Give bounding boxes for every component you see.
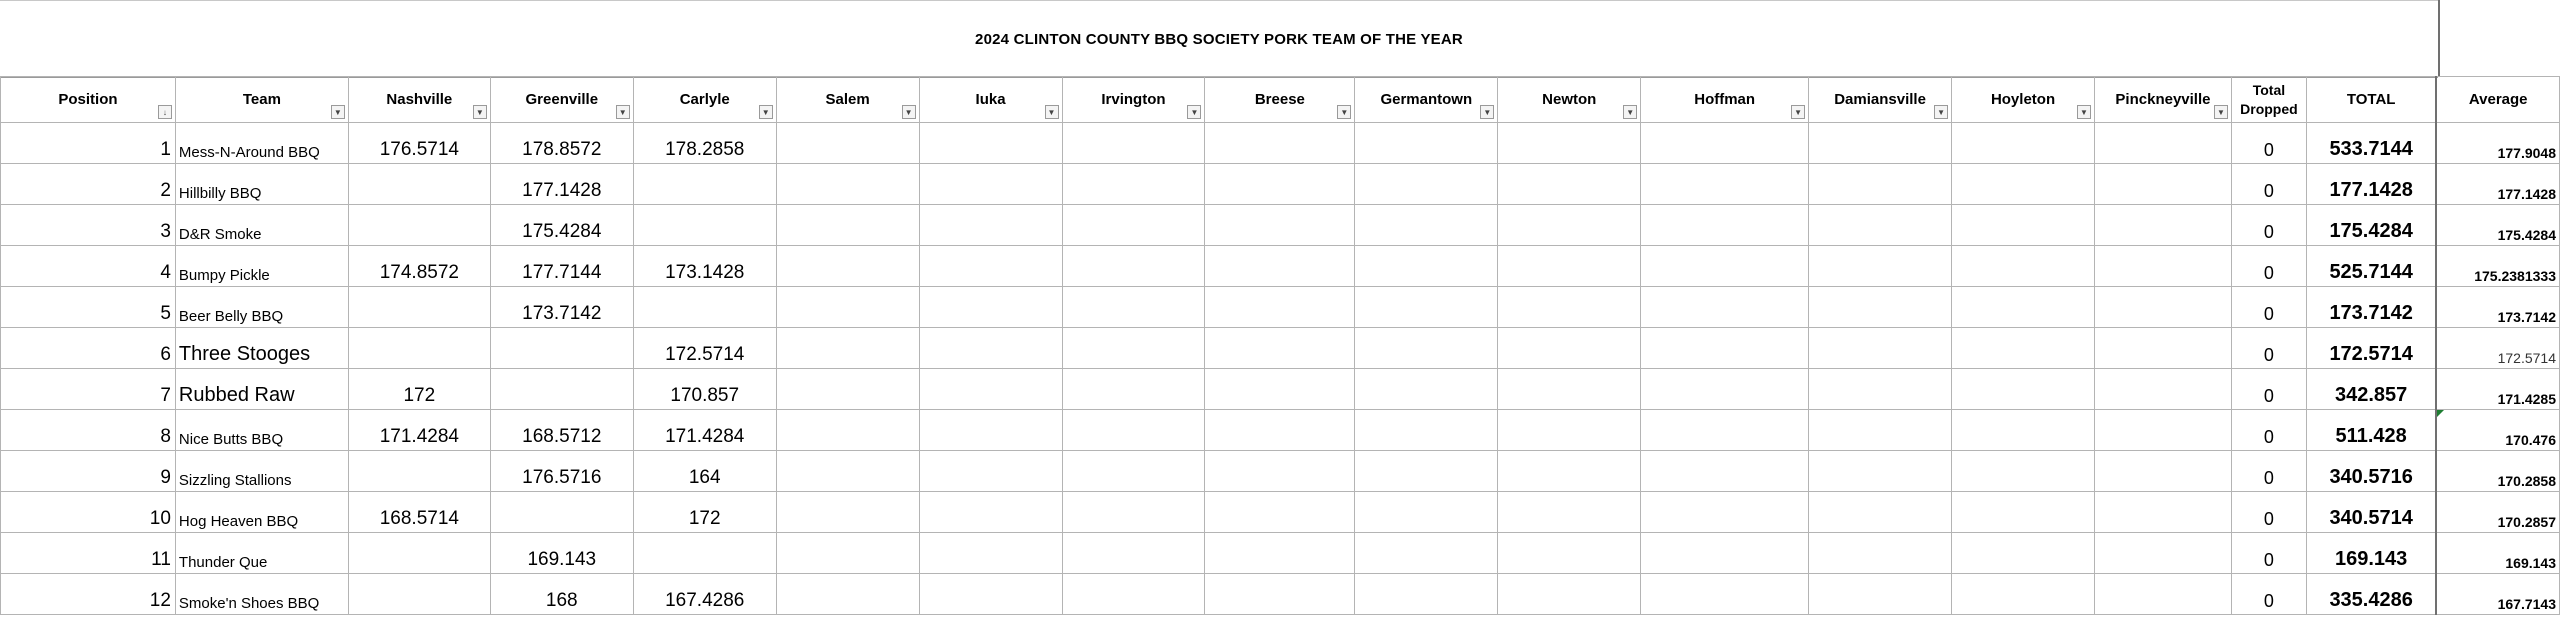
score-cell-carlyle[interactable] [633, 164, 776, 205]
team-name-cell[interactable]: Hog Heaven BBQ [175, 492, 348, 533]
score-cell-irvington[interactable] [1062, 328, 1205, 369]
score-cell-hoyleton[interactable] [1952, 574, 2095, 615]
score-cell-irvington[interactable] [1062, 123, 1205, 164]
score-cell-breese[interactable] [1205, 123, 1355, 164]
column-header-label: Iuka [975, 90, 1006, 108]
filter-dropdown-icon[interactable]: ▼ [331, 105, 345, 119]
filter-dropdown-icon[interactable]: ▼ [1187, 105, 1201, 119]
team-name-cell[interactable]: Three Stooges [175, 328, 348, 369]
total-dropped-cell[interactable]: 0 [2231, 410, 2306, 451]
score-cell-salem[interactable] [776, 492, 919, 533]
column-header-label: Damiansville [1834, 90, 1926, 108]
total-dropped-cell[interactable]: 0 [2231, 533, 2306, 574]
average-cell[interactable]: 175.2381333 [2436, 246, 2559, 287]
score-cell-carlyle[interactable]: 170.857 [633, 369, 776, 410]
position-cell[interactable]: 3 [1, 205, 176, 246]
column-header-hoffman[interactable] [1641, 77, 1809, 123]
filter-dropdown-icon[interactable]: ▼ [1480, 105, 1494, 119]
column-header-label: Total [2252, 81, 2286, 98]
total-dropped-cell[interactable]: 0 [2231, 328, 2306, 369]
average-cell[interactable]: 169.143 [2436, 533, 2559, 574]
table-row [1, 164, 2560, 205]
header-row [1, 77, 2560, 123]
score-cell-pinckneyville[interactable] [2094, 492, 2231, 533]
filter-dropdown-icon[interactable]: ▼ [1337, 105, 1351, 119]
score-cell-greenville[interactable]: 176.5716 [490, 451, 633, 492]
score-cell-salem[interactable] [776, 246, 919, 287]
filter-dropdown-icon[interactable]: ▼ [1623, 105, 1637, 119]
column-header-total[interactable] [2306, 77, 2436, 123]
total-dropped-cell[interactable]: 0 [2231, 451, 2306, 492]
score-cell-newton[interactable] [1498, 287, 1641, 328]
score-cell-salem[interactable] [776, 287, 919, 328]
column-header-irvington[interactable] [1062, 77, 1205, 123]
score-cell-pinckneyville[interactable] [2094, 123, 2231, 164]
score-cell-greenville[interactable]: 177.1428 [490, 164, 633, 205]
position-cell[interactable]: 12 [1, 574, 176, 615]
score-cell-newton[interactable] [1498, 533, 1641, 574]
table-row [1, 451, 2560, 492]
score-cell-iuka[interactable] [919, 451, 1062, 492]
score-cell-nashville[interactable]: 174.8572 [348, 246, 490, 287]
score-cell-newton[interactable] [1498, 164, 1641, 205]
position-cell[interactable]: 2 [1, 164, 176, 205]
score-cell-damiansville[interactable] [1809, 164, 1952, 205]
score-cell-greenville[interactable] [490, 492, 633, 533]
score-cell-nashville[interactable] [348, 205, 490, 246]
column-header-total-dropped[interactable] [2231, 77, 2306, 123]
total-cell[interactable]: 175.4284 [2306, 205, 2436, 246]
team-name-cell[interactable]: Mess-N-Around BBQ [175, 123, 348, 164]
position-cell[interactable]: 8 [1, 410, 176, 451]
filter-dropdown-icon[interactable]: ▼ [902, 105, 916, 119]
score-cell-nashville[interactable]: 172 [348, 369, 490, 410]
score-cell-hoyleton[interactable] [1952, 164, 2095, 205]
filter-dropdown-icon[interactable]: ▼ [616, 105, 630, 119]
standings-table [0, 76, 2560, 615]
score-cell-hoyleton[interactable] [1952, 410, 2095, 451]
score-cell-irvington[interactable] [1062, 492, 1205, 533]
table-row [1, 410, 2560, 451]
total-cell[interactable]: 335.4286 [2306, 574, 2436, 615]
average-cell[interactable]: 170.2857 [2436, 492, 2559, 533]
team-name-cell[interactable]: Nice Butts BBQ [175, 410, 348, 451]
score-cell-pinckneyville[interactable] [2094, 164, 2231, 205]
total-cell[interactable]: 173.7142 [2306, 287, 2436, 328]
total-dropped-cell[interactable]: 0 [2231, 164, 2306, 205]
score-cell-breese[interactable] [1205, 410, 1355, 451]
score-cell-germantown[interactable] [1355, 205, 1498, 246]
column-header-label: Position [58, 90, 118, 108]
score-cell-hoyleton[interactable] [1952, 492, 2095, 533]
score-cell-germantown[interactable] [1355, 123, 1498, 164]
score-cell-iuka[interactable] [919, 123, 1062, 164]
score-cell-nashville[interactable] [348, 574, 490, 615]
score-cell-pinckneyville[interactable] [2094, 451, 2231, 492]
score-cell-greenville[interactable]: 168.5712 [490, 410, 633, 451]
score-cell-greenville[interactable]: 177.7144 [490, 246, 633, 287]
team-name-cell[interactable]: Hillbilly BBQ [175, 164, 348, 205]
score-cell-breese[interactable] [1205, 246, 1355, 287]
score-cell-iuka[interactable] [919, 410, 1062, 451]
score-cell-damiansville[interactable] [1809, 205, 1952, 246]
score-cell-nashville[interactable] [348, 533, 490, 574]
filter-dropdown-icon[interactable]: ▼ [473, 105, 487, 119]
score-cell-germantown[interactable] [1355, 410, 1498, 451]
position-cell[interactable]: 7 [1, 369, 176, 410]
score-cell-pinckneyville[interactable] [2094, 246, 2231, 287]
total-cell[interactable]: 525.7144 [2306, 246, 2436, 287]
team-name-cell[interactable]: Beer Belly BBQ [175, 287, 348, 328]
column-header-label: Hoyleton [1990, 90, 2056, 108]
score-cell-hoffman[interactable] [1641, 205, 1809, 246]
score-cell-damiansville[interactable] [1809, 533, 1952, 574]
score-cell-germantown[interactable] [1355, 574, 1498, 615]
position-cell[interactable]: 4 [1, 246, 176, 287]
table-row [1, 246, 2560, 287]
score-cell-salem[interactable] [776, 451, 919, 492]
column-header-label: Carlyle [679, 90, 730, 108]
total-cell[interactable]: 342.857 [2306, 369, 2436, 410]
score-cell-pinckneyville[interactable] [2094, 328, 2231, 369]
score-cell-hoyleton[interactable] [1952, 123, 2095, 164]
score-cell-salem[interactable] [776, 369, 919, 410]
score-cell-hoffman[interactable] [1641, 574, 1809, 615]
score-cell-hoffman[interactable] [1641, 533, 1809, 574]
position-cell[interactable]: 5 [1, 287, 176, 328]
column-header-greenville[interactable] [490, 77, 633, 123]
score-cell-irvington[interactable] [1062, 533, 1205, 574]
column-header-salem[interactable] [776, 77, 919, 123]
score-cell-greenville[interactable]: 173.7142 [490, 287, 633, 328]
filter-dropdown-icon[interactable]: ▼ [1045, 105, 1059, 119]
score-cell-greenville[interactable] [490, 369, 633, 410]
score-cell-pinckneyville[interactable] [2094, 574, 2231, 615]
table-row [1, 328, 2560, 369]
filter-dropdown-icon[interactable]: ▼ [1934, 105, 1948, 119]
position-cell[interactable]: 9 [1, 451, 176, 492]
score-cell-breese[interactable] [1205, 492, 1355, 533]
score-cell-damiansville[interactable] [1809, 123, 1952, 164]
column-header-newton[interactable] [1498, 77, 1641, 123]
average-cell[interactable]: 173.7142 [2436, 287, 2559, 328]
score-cell-iuka[interactable] [919, 328, 1062, 369]
score-cell-carlyle[interactable]: 167.4286 [633, 574, 776, 615]
score-cell-iuka[interactable] [919, 492, 1062, 533]
total-cell[interactable]: 172.5714 [2306, 328, 2436, 369]
filter-dropdown-icon[interactable]: ▼ [2214, 105, 2228, 119]
score-cell-germantown[interactable] [1355, 164, 1498, 205]
score-cell-germantown[interactable] [1355, 533, 1498, 574]
score-cell-pinckneyville[interactable] [2094, 369, 2231, 410]
score-cell-nashville[interactable]: 168.5714 [348, 492, 490, 533]
sort-filter-icon[interactable]: ↓ [158, 105, 172, 119]
column-header-germantown[interactable] [1355, 77, 1498, 123]
score-cell-newton[interactable] [1498, 492, 1641, 533]
score-cell-carlyle[interactable]: 178.2858 [633, 123, 776, 164]
score-cell-pinckneyville[interactable] [2094, 205, 2231, 246]
score-cell-iuka[interactable] [919, 287, 1062, 328]
score-cell-hoffman[interactable] [1641, 328, 1809, 369]
score-cell-damiansville[interactable] [1809, 328, 1952, 369]
score-cell-carlyle[interactable]: 173.1428 [633, 246, 776, 287]
sheet-title: 2024 CLINTON COUNTY BBQ SOCIETY PORK TEAM OF THE YEAR [975, 30, 1463, 48]
score-cell-carlyle[interactable]: 164 [633, 451, 776, 492]
score-cell-hoffman[interactable] [1641, 451, 1809, 492]
score-cell-hoyleton[interactable] [1952, 246, 2095, 287]
score-cell-hoyleton[interactable] [1952, 533, 2095, 574]
score-cell-newton[interactable] [1498, 205, 1641, 246]
column-header-position[interactable] [1, 77, 176, 123]
score-cell-breese[interactable] [1205, 287, 1355, 328]
score-cell-salem[interactable] [776, 410, 919, 451]
score-cell-hoffman[interactable] [1641, 246, 1809, 287]
average-cell[interactable]: 175.4284 [2436, 205, 2559, 246]
score-cell-hoyleton[interactable] [1952, 287, 2095, 328]
total-cell[interactable]: 340.5714 [2306, 492, 2436, 533]
total-dropped-cell[interactable]: 0 [2231, 123, 2306, 164]
position-cell[interactable]: 11 [1, 533, 176, 574]
score-cell-breese[interactable] [1205, 328, 1355, 369]
team-name-cell[interactable]: Smoke'n Shoes BBQ [175, 574, 348, 615]
column-header-label: Dropped [2240, 100, 2298, 117]
score-cell-breese[interactable] [1205, 205, 1355, 246]
score-cell-damiansville[interactable] [1809, 492, 1952, 533]
position-cell[interactable]: 1 [1, 123, 176, 164]
score-cell-germantown[interactable] [1355, 328, 1498, 369]
empty-cell[interactable] [2438, 0, 2560, 77]
score-cell-newton[interactable] [1498, 574, 1641, 615]
score-cell-salem[interactable] [776, 574, 919, 615]
score-cell-irvington[interactable] [1062, 410, 1205, 451]
score-cell-newton[interactable] [1498, 246, 1641, 287]
score-cell-irvington[interactable] [1062, 451, 1205, 492]
score-cell-breese[interactable] [1205, 533, 1355, 574]
score-cell-greenville[interactable]: 175.4284 [490, 205, 633, 246]
score-cell-damiansville[interactable] [1809, 287, 1952, 328]
score-cell-hoyleton[interactable] [1952, 328, 2095, 369]
average-cell[interactable]: 170.2858 [2436, 451, 2559, 492]
column-header-label: TOTAL [2346, 90, 2396, 108]
column-header-average[interactable] [2436, 77, 2559, 123]
score-cell-iuka[interactable] [919, 164, 1062, 205]
position-cell[interactable]: 6 [1, 328, 176, 369]
total-dropped-cell[interactable]: 0 [2231, 246, 2306, 287]
table-row [1, 492, 2560, 533]
comment-indicator-icon [2437, 410, 2444, 417]
column-header-label: Pinckneyville [2115, 90, 2211, 108]
column-header-label: Irvington [1101, 90, 1166, 108]
score-cell-nashville[interactable] [348, 164, 490, 205]
score-cell-hoffman[interactable] [1641, 410, 1809, 451]
score-cell-nashville[interactable] [348, 451, 490, 492]
score-cell-iuka[interactable] [919, 574, 1062, 615]
column-header-pinckneyville[interactable] [2094, 77, 2231, 123]
score-cell-breese[interactable] [1205, 451, 1355, 492]
position-cell[interactable]: 10 [1, 492, 176, 533]
total-dropped-cell[interactable]: 0 [2231, 205, 2306, 246]
team-name-cell[interactable]: Thunder Que [175, 533, 348, 574]
score-cell-germantown[interactable] [1355, 369, 1498, 410]
score-cell-irvington[interactable] [1062, 287, 1205, 328]
column-header-breese[interactable] [1205, 77, 1355, 123]
score-cell-pinckneyville[interactable] [2094, 410, 2231, 451]
score-cell-hoffman[interactable] [1641, 492, 1809, 533]
score-cell-iuka[interactable] [919, 246, 1062, 287]
column-header-team[interactable] [175, 77, 348, 123]
score-cell-carlyle[interactable]: 172.5714 [633, 328, 776, 369]
table-row [1, 533, 2560, 574]
average-cell[interactable]: 171.4285 [2436, 369, 2559, 410]
table-body [1, 123, 2560, 615]
score-cell-newton[interactable] [1498, 328, 1641, 369]
filter-dropdown-icon[interactable]: ▼ [2077, 105, 2091, 119]
score-cell-newton[interactable] [1498, 123, 1641, 164]
score-cell-carlyle[interactable]: 171.4284 [633, 410, 776, 451]
column-header-label: Germantown [1380, 90, 1473, 108]
score-cell-salem[interactable] [776, 328, 919, 369]
team-name-cell[interactable]: Bumpy Pickle [175, 246, 348, 287]
score-cell-nashville[interactable] [348, 328, 490, 369]
score-cell-irvington[interactable] [1062, 369, 1205, 410]
filter-dropdown-icon[interactable]: ▼ [1791, 105, 1805, 119]
score-cell-carlyle[interactable] [633, 205, 776, 246]
column-header-label: Team [242, 90, 281, 108]
score-cell-germantown[interactable] [1355, 492, 1498, 533]
score-cell-damiansville[interactable] [1809, 574, 1952, 615]
column-header-iuka[interactable] [919, 77, 1062, 123]
score-cell-germantown[interactable] [1355, 287, 1498, 328]
total-dropped-cell[interactable]: 0 [2231, 492, 2306, 533]
score-cell-salem[interactable] [776, 533, 919, 574]
table-row [1, 205, 2560, 246]
table-row [1, 369, 2560, 410]
column-header-label: Hoffman [1694, 90, 1756, 108]
score-cell-damiansville[interactable] [1809, 246, 1952, 287]
score-cell-greenville[interactable]: 168 [490, 574, 633, 615]
score-cell-irvington[interactable] [1062, 205, 1205, 246]
score-cell-pinckneyville[interactable] [2094, 287, 2231, 328]
score-cell-greenville[interactable]: 169.143 [490, 533, 633, 574]
table-row [1, 287, 2560, 328]
total-cell[interactable]: 533.7144 [2306, 123, 2436, 164]
table-row [1, 123, 2560, 164]
score-cell-hoffman[interactable] [1641, 369, 1809, 410]
filter-dropdown-icon[interactable]: ▼ [759, 105, 773, 119]
score-cell-irvington[interactable] [1062, 246, 1205, 287]
score-cell-nashville[interactable] [348, 287, 490, 328]
average-cell[interactable]: 167.7143 [2436, 574, 2559, 615]
score-cell-damiansville[interactable] [1809, 369, 1952, 410]
score-cell-carlyle[interactable]: 172 [633, 492, 776, 533]
score-cell-nashville[interactable]: 176.5714 [348, 123, 490, 164]
average-cell[interactable]: 172.5714 [2436, 328, 2559, 369]
column-header-label: Newton [1542, 90, 1597, 108]
score-cell-carlyle[interactable] [633, 533, 776, 574]
score-cell-hoffman[interactable] [1641, 123, 1809, 164]
score-cell-irvington[interactable] [1062, 574, 1205, 615]
total-cell[interactable]: 177.1428 [2306, 164, 2436, 205]
team-name-cell[interactable]: Rubbed Raw [175, 369, 348, 410]
score-cell-germantown[interactable] [1355, 246, 1498, 287]
score-cell-hoyleton[interactable] [1952, 369, 2095, 410]
average-cell[interactable]: 177.9048 [2436, 123, 2559, 164]
team-name-cell[interactable]: D&R Smoke [175, 205, 348, 246]
score-cell-breese[interactable] [1205, 369, 1355, 410]
score-cell-salem[interactable] [776, 123, 919, 164]
score-cell-salem[interactable] [776, 205, 919, 246]
score-cell-carlyle[interactable] [633, 287, 776, 328]
score-cell-breese[interactable] [1205, 574, 1355, 615]
score-cell-greenville[interactable]: 178.8572 [490, 123, 633, 164]
table-row [1, 574, 2560, 615]
column-header-label: Salem [825, 90, 870, 108]
score-cell-damiansville[interactable] [1809, 451, 1952, 492]
score-cell-germantown[interactable] [1355, 451, 1498, 492]
score-cell-pinckneyville[interactable] [2094, 533, 2231, 574]
score-cell-hoyleton[interactable] [1952, 205, 2095, 246]
score-cell-newton[interactable] [1498, 410, 1641, 451]
total-dropped-cell[interactable]: 0 [2231, 369, 2306, 410]
average-cell[interactable]: 170.476 [2436, 410, 2559, 451]
column-header-label: Greenville [525, 90, 599, 108]
score-cell-hoffman[interactable] [1641, 164, 1809, 205]
column-header-label: Nashville [386, 90, 453, 108]
score-cell-iuka[interactable] [919, 369, 1062, 410]
score-cell-irvington[interactable] [1062, 164, 1205, 205]
team-name-cell[interactable]: Sizzling Stallions [175, 451, 348, 492]
column-header-carlyle[interactable] [633, 77, 776, 123]
score-cell-newton[interactable] [1498, 451, 1641, 492]
total-cell[interactable]: 169.143 [2306, 533, 2436, 574]
column-header-damiansville[interactable] [1809, 77, 1952, 123]
column-header-nashville[interactable] [348, 77, 490, 123]
total-dropped-cell[interactable]: 0 [2231, 574, 2306, 615]
score-cell-iuka[interactable] [919, 533, 1062, 574]
total-dropped-cell[interactable]: 0 [2231, 287, 2306, 328]
total-cell[interactable]: 340.5716 [2306, 451, 2436, 492]
column-header-label: Breese [1254, 90, 1305, 108]
score-cell-nashville[interactable]: 171.4284 [348, 410, 490, 451]
column-header-hoyleton[interactable] [1952, 77, 2095, 123]
average-cell[interactable]: 177.1428 [2436, 164, 2559, 205]
score-cell-hoyleton[interactable] [1952, 451, 2095, 492]
score-cell-iuka[interactable] [919, 205, 1062, 246]
score-cell-breese[interactable] [1205, 164, 1355, 205]
score-cell-hoffman[interactable] [1641, 287, 1809, 328]
score-cell-newton[interactable] [1498, 369, 1641, 410]
column-header-label: Average [2468, 90, 2528, 108]
score-cell-greenville[interactable] [490, 328, 633, 369]
total-cell[interactable]: 511.428 [2306, 410, 2436, 451]
score-cell-damiansville[interactable] [1809, 410, 1952, 451]
sheet-title-cell[interactable] [0, 0, 2438, 78]
score-cell-salem[interactable] [776, 164, 919, 205]
